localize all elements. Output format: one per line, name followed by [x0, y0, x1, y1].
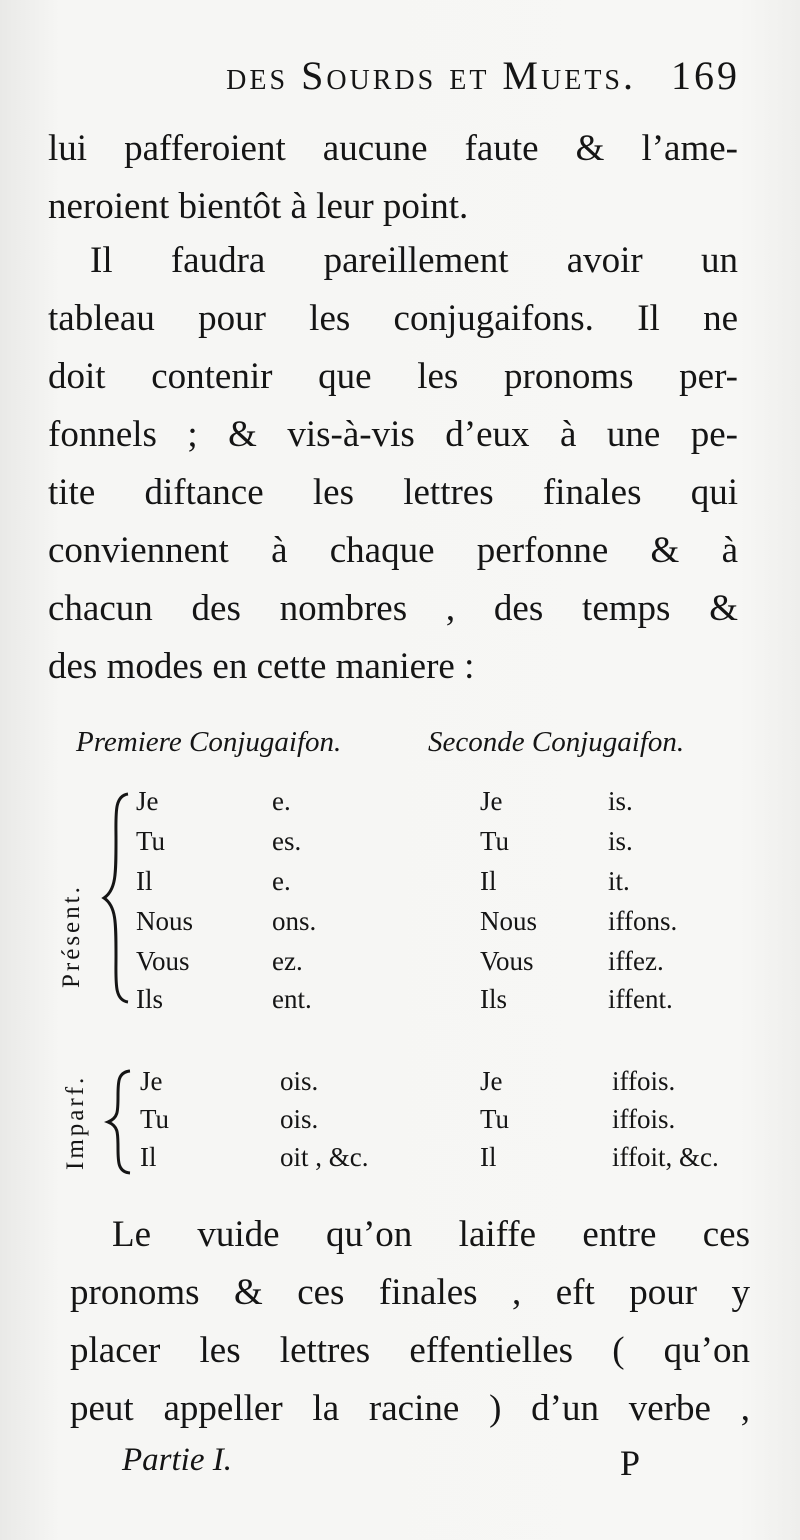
pronoun: Je	[480, 786, 503, 816]
pronoun: Il	[136, 866, 153, 896]
pronoun: Vous	[480, 946, 534, 976]
signature-mark: P	[620, 1443, 641, 1483]
pronoun: Nous	[136, 906, 194, 936]
text-line: fonnels ; & vis-à-vis d’eux à une pe-	[48, 414, 738, 455]
page-footer	[122, 1442, 682, 1483]
ending: iffons.	[608, 906, 678, 936]
present-brace	[100, 790, 134, 1006]
first-conjugation-heading: Premiere Conjugaifon.	[76, 726, 342, 758]
pronoun: Tu	[140, 1104, 170, 1134]
ending: iffent.	[608, 984, 673, 1014]
ending: iffois.	[612, 1066, 676, 1096]
ending: oit , &c.	[280, 1142, 369, 1172]
text-line: conviennent à chaque perfonne & à	[48, 530, 738, 571]
text-line: lui pafferoient aucune faute & l’ame-	[48, 128, 738, 169]
pronoun: Ils	[480, 984, 507, 1014]
pronoun: Je	[136, 786, 159, 816]
pronoun: Tu	[136, 826, 166, 856]
running-title: des Sourds et Muets.	[226, 53, 636, 98]
present-label: Présent.	[58, 884, 85, 988]
ending: ois.	[280, 1104, 319, 1134]
pronoun: Nous	[480, 906, 538, 936]
ending: iffez.	[608, 946, 664, 976]
pronoun: Vous	[136, 946, 190, 976]
ending: iffois.	[612, 1104, 676, 1134]
pronoun: Tu	[480, 826, 510, 856]
ending: is.	[608, 826, 633, 856]
ending: e.	[272, 866, 291, 896]
pronoun: Je	[480, 1066, 503, 1096]
ending: is.	[608, 786, 633, 816]
ending: es.	[272, 826, 302, 856]
text-line: doit contenir que les pronoms per-	[48, 356, 738, 397]
pronoun: Il	[480, 1142, 497, 1172]
text-line: neroient bientôt à leur point.	[48, 186, 469, 227]
pronoun: Ils	[136, 984, 163, 1014]
text-line: Le vuide qu’on laiffe entre ces	[112, 1214, 750, 1255]
paragraph-3	[70, 1206, 750, 1438]
ending: it.	[608, 866, 630, 896]
pronoun: Je	[140, 1066, 163, 1096]
ending: ez.	[272, 946, 303, 976]
text-line: placer les lettres effentielles ( qu’on	[70, 1330, 750, 1371]
paragraph-1	[48, 120, 738, 236]
ending: iffoit, &c.	[612, 1142, 719, 1172]
imperfect-label: Imparf.	[62, 1074, 89, 1170]
ending: ois.	[280, 1066, 319, 1096]
text-line: chacun des nombres , des temps &	[48, 588, 738, 629]
text-line: peut appeller la racine ) d’un verbe ,	[70, 1388, 750, 1429]
paragraph-2	[48, 232, 738, 696]
ending: ons.	[272, 906, 317, 936]
text-line: des modes en cette maniere :	[48, 646, 475, 687]
second-conjugation-heading: Seconde Conjugaifon.	[428, 726, 685, 758]
text-line: tableau pour les conjugaifons. Il ne	[48, 298, 738, 339]
text-line: Il faudra pareillement avoir un	[90, 240, 738, 281]
page-number: 169	[671, 53, 740, 98]
text-line: pronoms & ces finales , eft pour y	[70, 1272, 750, 1313]
running-header	[60, 52, 740, 99]
imperfect-brace	[104, 1068, 134, 1176]
ending: ent.	[272, 984, 312, 1014]
text-line: tite diftance les lettres finales qui	[48, 472, 738, 513]
pronoun: Il	[140, 1142, 157, 1172]
ending: e.	[272, 786, 291, 816]
part-label: Partie I.	[122, 1442, 232, 1478]
pronoun: Tu	[480, 1104, 510, 1134]
pronoun: Il	[480, 866, 497, 896]
